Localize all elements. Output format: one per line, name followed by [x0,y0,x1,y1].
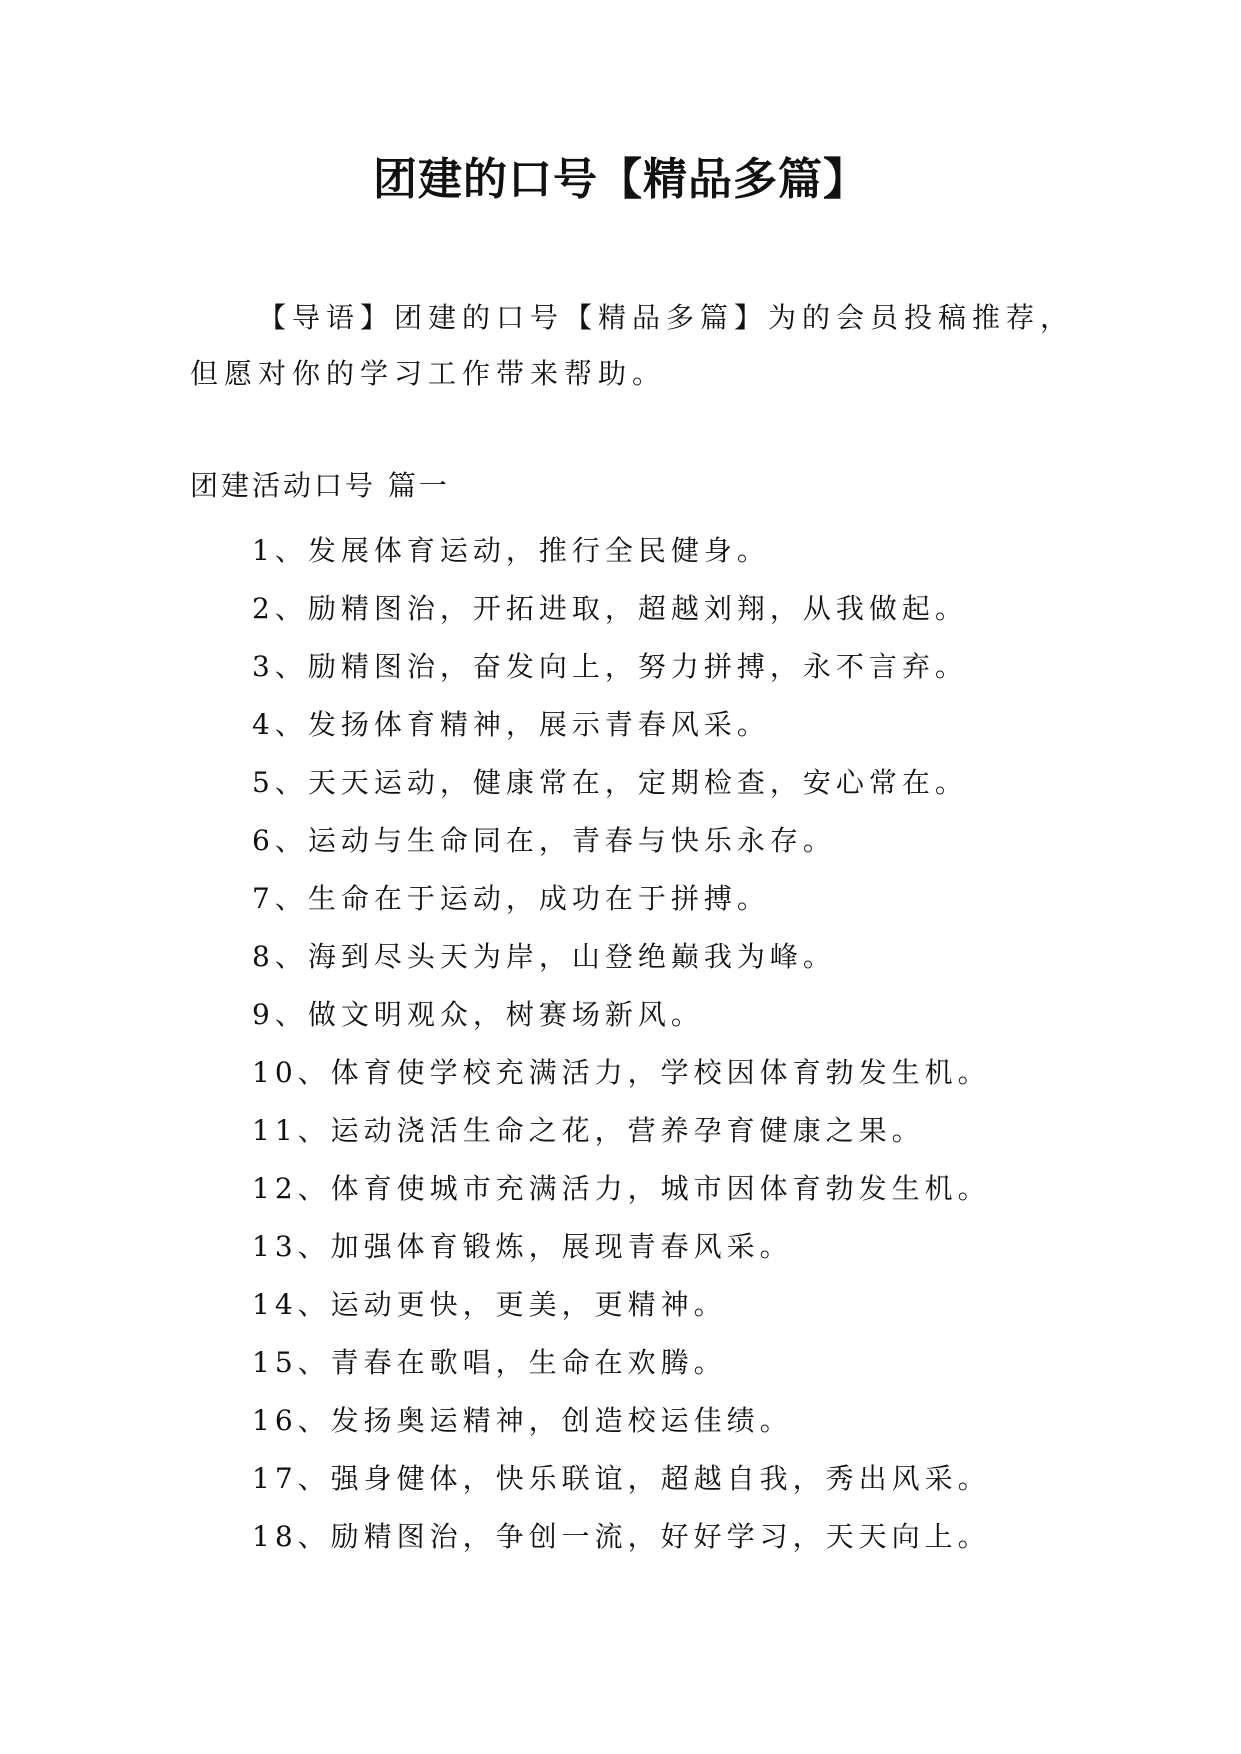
slogan-item: 10、体育使学校充满活力，学校因体育勃发生机。 [252,1056,991,1089]
slogan-item: 18、励精图治，争创一流，好好学习，天天向上。 [252,1520,991,1553]
slogan-item: 11、运动浇活生命之花，营养孕育健康之果。 [252,1114,925,1147]
slogan-item: 13、加强体育锻炼，展现青春风采。 [252,1230,793,1263]
slogan-item: 6、运动与生命同在，青春与快乐永存。 [252,824,836,857]
slogan-item: 3、励精图治，奋发向上，努力拼搏，永不言弃。 [252,650,968,683]
section-heading: 团建活动口号 篇一 [190,469,450,502]
slogan-item: 16、发扬奥运精神，创造校运佳绩。 [252,1404,793,1437]
intro-line-2: 但愿对你的学习工作带来帮助。 [190,357,667,390]
slogan-item: 5、天天运动，健康常在，定期检查，安心常在。 [252,766,968,799]
intro-line-1: 【导语】团建的口号【精品多篇】为的会员投稿推荐， [258,301,1075,334]
slogan-list [252,522,991,1566]
slogan-item: 15、青春在歌唱，生命在欢腾。 [252,1346,727,1379]
slogan-item: 14、运动更快，更美，更精神。 [252,1288,727,1321]
slogan-item: 4、发扬体育精神，展示青春风采。 [252,708,770,741]
slogan-item: 8、海到尽头天为岸，山登绝巅我为峰。 [252,940,836,973]
slogan-item: 1、发展体育运动，推行全民健身。 [252,534,770,567]
slogan-item: 12、体育使城市充满活力，城市因体育勃发生机。 [252,1172,991,1205]
intro-paragraph [190,290,1075,402]
document-title: 团建的口号【精品多篇】 [373,154,868,205]
slogan-item: 9、做文明观众，树赛场新风。 [252,998,704,1031]
slogan-item: 17、强身健体，快乐联谊，超越自我，秀出风采。 [252,1462,991,1495]
slogan-item: 7、生命在于运动，成功在于拼搏。 [252,882,770,915]
slogan-item: 2、励精图治，开拓进取，超越刘翔，从我做起。 [252,592,968,625]
